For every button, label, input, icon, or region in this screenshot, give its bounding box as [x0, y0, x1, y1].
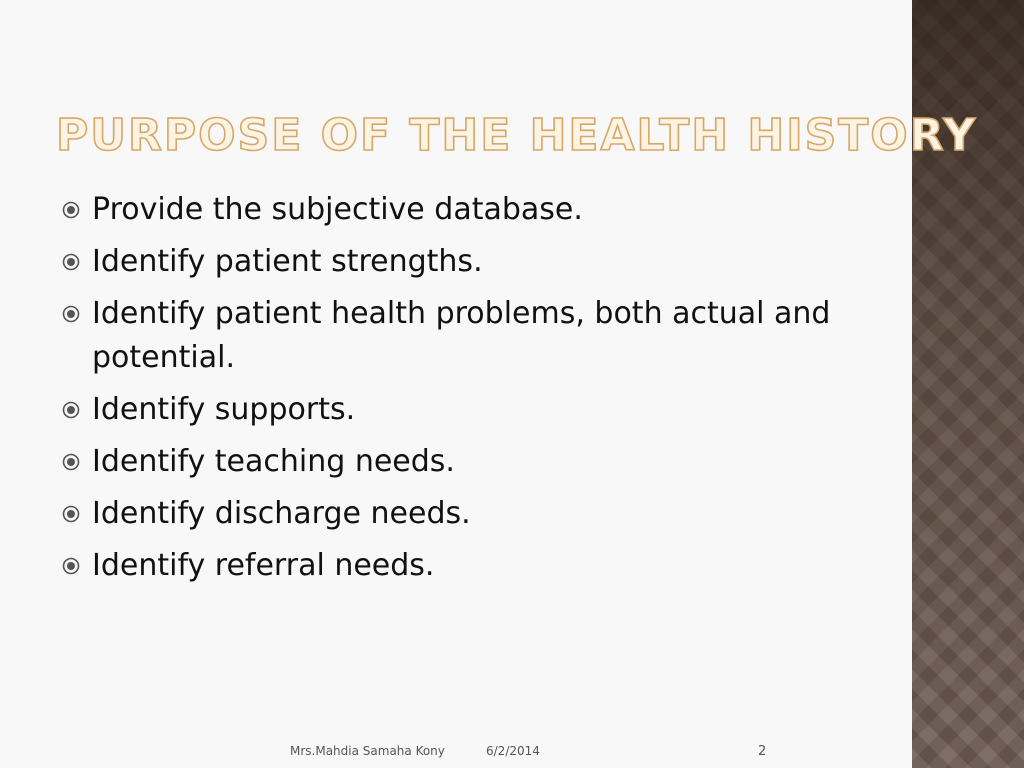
bullet-text: Identify supports. — [92, 392, 356, 427]
footer-date: 6/2/2014 — [486, 744, 540, 758]
circle-dot-bullet-icon — [62, 505, 80, 523]
list-item — [62, 388, 882, 432]
list-item — [62, 240, 882, 284]
circle-dot-bullet-icon — [62, 201, 80, 219]
page-number: 2 — [758, 744, 767, 759]
list-item — [62, 492, 882, 536]
bullet-text: Identify teaching needs. — [92, 444, 455, 479]
footer-author: Mrs.Mahdia Samaha Kony — [290, 744, 445, 758]
bullet-text: Identify patient strengths. — [92, 244, 483, 279]
circle-dot-bullet-icon — [62, 253, 80, 271]
circle-dot-bullet-icon — [62, 557, 80, 575]
bullet-text: Identify discharge needs. — [92, 496, 471, 531]
bullet-text: Identify patient health problems, both actual and potential. — [92, 296, 831, 375]
bullet-text: Provide the subjective database. — [92, 192, 583, 227]
list-item — [62, 544, 882, 588]
slide-title: PURPOSE OF THE HEALTH HISTORY — [56, 110, 978, 161]
list-item — [62, 292, 882, 380]
circle-dot-bullet-icon — [62, 453, 80, 471]
list-item — [62, 440, 882, 484]
bullet-list — [62, 188, 882, 596]
list-item — [62, 188, 882, 232]
bullet-text: Identify referral needs. — [92, 548, 435, 583]
circle-dot-bullet-icon — [62, 401, 80, 419]
circle-dot-bullet-icon — [62, 305, 80, 323]
